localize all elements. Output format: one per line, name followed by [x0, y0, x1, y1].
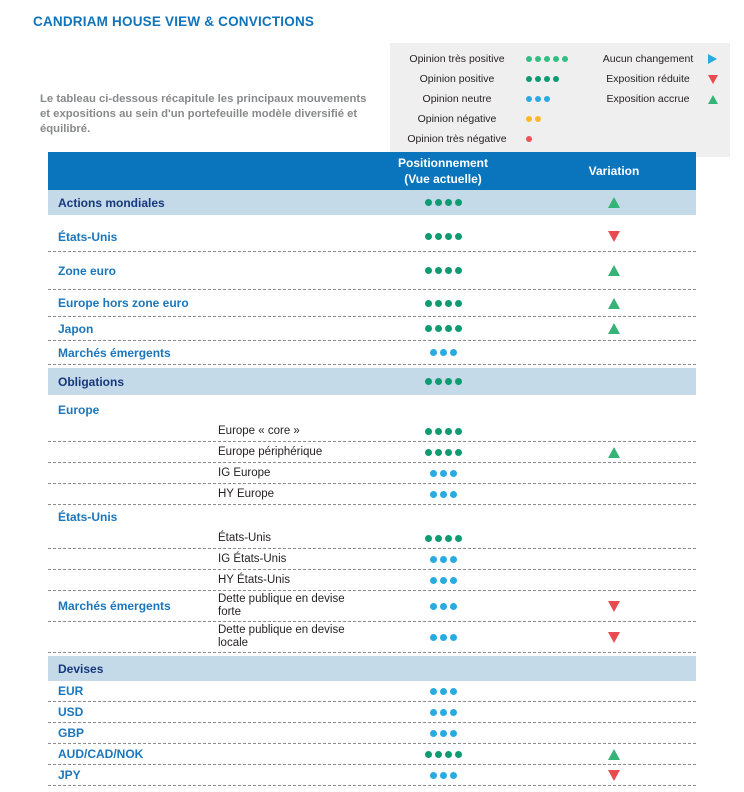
- opinion-dot-icon: [440, 634, 447, 641]
- opinion-dot-icon: [450, 470, 457, 477]
- opinion-dots: [370, 199, 516, 206]
- opinion-dots: [370, 349, 516, 356]
- up-triangle-icon: [708, 95, 718, 104]
- opinion-dots: [370, 730, 516, 737]
- opinion-dot-icon: [526, 96, 532, 102]
- opinion-dot-icon: [435, 233, 442, 240]
- up-triangle-icon: [608, 298, 620, 309]
- table-row: [48, 744, 696, 765]
- opinion-dot-icon: [440, 603, 447, 610]
- opinion-dot-icon: [430, 772, 437, 779]
- opinion-dot-icon: [455, 300, 462, 307]
- legend-label: Aucun changement: [602, 53, 694, 65]
- row-label: Obligations: [58, 374, 124, 389]
- row-label: USD: [58, 705, 84, 719]
- row-sublabel: IG Europe: [218, 466, 271, 479]
- row-label: Actions mondiales: [58, 195, 165, 210]
- opinion-dot-icon: [455, 199, 462, 206]
- row-label: EUR: [58, 684, 84, 698]
- down-triangle-icon: [608, 231, 620, 242]
- table-row: [48, 656, 696, 681]
- legend-item: [594, 69, 724, 89]
- opinion-dots: [370, 688, 516, 695]
- row-label: JPY: [58, 768, 81, 782]
- opinion-dot-icon: [450, 603, 457, 610]
- legend-label: Opinion très négative: [407, 133, 507, 145]
- row-sublabel: IG États-Unis: [218, 552, 287, 565]
- variation-cell: [516, 447, 696, 458]
- opinion-dot-icon: [450, 577, 457, 584]
- opinion-dot-icon: [450, 772, 457, 779]
- row-label: Europe hors zone euro: [58, 296, 189, 310]
- table-row: [48, 398, 696, 421]
- opinion-dot-icon: [430, 709, 437, 716]
- opinion-dot-icon: [445, 199, 452, 206]
- intro-text: Le tableau ci-dessous récapitule les principaux mouvements et expositions au sein d'un portefeuille modèle diversifié et équilibré.: [40, 93, 367, 135]
- opinion-dot-icon: [425, 751, 432, 758]
- down-triangle-icon: [608, 770, 620, 781]
- opinion-dot-icon: [450, 349, 457, 356]
- opinion-dot-icon: [535, 96, 541, 102]
- row-label: Devises: [58, 661, 104, 676]
- legend-label: Exposition réduite: [606, 73, 690, 85]
- variation-cell: [516, 265, 696, 276]
- variation-symbol: [708, 54, 717, 64]
- legend-item: [394, 109, 594, 129]
- opinion-dots: [370, 634, 516, 641]
- variation-symbol: [708, 95, 718, 104]
- opinion-dots: [370, 378, 516, 385]
- opinion-dot-icon: [425, 300, 432, 307]
- opinion-dot-icon: [435, 325, 442, 332]
- opinion-dot-icon: [435, 199, 442, 206]
- opinion-dots: [526, 116, 541, 122]
- opinion-dot-icon: [455, 428, 462, 435]
- opinion-dot-icon: [455, 233, 462, 240]
- opinion-dot-icon: [440, 491, 447, 498]
- opinion-dots: [526, 56, 568, 62]
- row-sublabel: États-Unis: [218, 531, 272, 544]
- opinion-dots: [526, 96, 550, 102]
- opinion-dot-icon: [544, 76, 550, 82]
- opinion-dots: [370, 709, 516, 716]
- section-label: États-Unis: [58, 509, 118, 524]
- table-row: [48, 505, 696, 528]
- top-section: [0, 0, 744, 152]
- variation-cell: [516, 231, 696, 242]
- opinion-dots: [370, 267, 516, 274]
- opinion-dot-icon: [430, 603, 437, 610]
- table-row: [48, 252, 696, 290]
- table-row: [48, 528, 696, 549]
- opinion-dots: [526, 136, 532, 142]
- column-header-variation: Variation: [588, 164, 640, 178]
- opinion-dot-icon: [430, 634, 437, 641]
- row-label: AUD/CAD/NOK: [58, 747, 144, 761]
- opinion-dot-icon: [445, 267, 452, 274]
- opinion-dot-icon: [425, 449, 432, 456]
- opinion-dots: [370, 535, 516, 542]
- row-label: GBP: [58, 726, 85, 740]
- opinion-dot-icon: [435, 300, 442, 307]
- table-row: [48, 368, 696, 395]
- variation-symbol: [708, 75, 718, 84]
- opinion-dot-icon: [544, 56, 550, 62]
- opinion-dots: [370, 491, 516, 498]
- opinion-dot-icon: [425, 267, 432, 274]
- opinion-dots: [370, 603, 516, 610]
- opinion-dot-icon: [430, 577, 437, 584]
- table-row: [48, 765, 696, 786]
- opinion-dot-icon: [455, 378, 462, 385]
- legend-label: Opinion positive: [419, 73, 495, 85]
- variation-cell: [516, 298, 696, 309]
- opinion-dot-icon: [445, 378, 452, 385]
- opinion-dot-icon: [440, 556, 447, 563]
- variation-cell: [516, 749, 696, 760]
- table-row: [48, 222, 696, 252]
- opinion-dots: [370, 428, 516, 435]
- table-row: [48, 290, 696, 317]
- opinion-dot-icon: [425, 428, 432, 435]
- up-triangle-icon: [608, 323, 620, 334]
- opinion-dot-icon: [535, 56, 541, 62]
- opinion-dot-icon: [425, 535, 432, 542]
- opinion-dots: [370, 772, 516, 779]
- legend-item: [394, 49, 594, 69]
- opinion-dot-icon: [440, 349, 447, 356]
- opinion-dot-icon: [440, 772, 447, 779]
- section-label: Marchés émergents: [58, 599, 171, 613]
- row-sublabel: Dette publique en devise locale: [218, 624, 345, 649]
- opinion-dot-icon: [544, 96, 550, 102]
- row-sublabel: Europe « core »: [218, 424, 300, 437]
- opinion-dots: [370, 470, 516, 477]
- opinion-dot-icon: [553, 56, 559, 62]
- opinion-dot-icon: [425, 325, 432, 332]
- variation-cell: [516, 632, 696, 643]
- opinion-dot-icon: [526, 56, 532, 62]
- table-row: [48, 622, 696, 653]
- opinion-dot-icon: [440, 688, 447, 695]
- legend-item: [394, 129, 594, 149]
- opinion-dots: [526, 76, 559, 82]
- opinion-dot-icon: [430, 349, 437, 356]
- opinion-dot-icon: [526, 136, 532, 142]
- down-triangle-icon: [608, 601, 620, 612]
- opinion-dots: [370, 300, 516, 307]
- legend-item: [394, 89, 594, 109]
- opinion-dot-icon: [440, 730, 447, 737]
- table-row: [48, 591, 696, 622]
- row-label: Japon: [58, 321, 94, 336]
- row-sublabel: HY Europe: [218, 487, 275, 500]
- opinion-dot-icon: [535, 116, 541, 122]
- opinion-dot-icon: [445, 300, 452, 307]
- opinion-dot-icon: [445, 325, 452, 332]
- opinion-dots: [370, 233, 516, 240]
- up-triangle-icon: [608, 749, 620, 760]
- opinion-dot-icon: [430, 730, 437, 737]
- table-row: [48, 681, 696, 702]
- table-row: [48, 723, 696, 744]
- opinion-dot-icon: [445, 428, 452, 435]
- opinion-dot-icon: [425, 199, 432, 206]
- variation-cell: [516, 770, 696, 781]
- opinion-dot-icon: [445, 535, 452, 542]
- opinion-dot-icon: [440, 577, 447, 584]
- opinion-dot-icon: [450, 688, 457, 695]
- opinion-dot-icon: [526, 116, 532, 122]
- opinion-dot-icon: [430, 688, 437, 695]
- table-row: [48, 421, 696, 442]
- up-triangle-icon: [608, 447, 620, 458]
- opinion-dot-icon: [455, 325, 462, 332]
- opinion-dot-icon: [435, 535, 442, 542]
- legend-label: Opinion neutre: [422, 93, 492, 105]
- opinion-dots: [370, 751, 516, 758]
- row-label: Marchés émergents: [58, 345, 171, 360]
- opinion-dot-icon: [455, 449, 462, 456]
- table-row: [48, 570, 696, 591]
- legend-opinions: [394, 49, 594, 149]
- opinion-dot-icon: [430, 556, 437, 563]
- opinion-dot-icon: [435, 378, 442, 385]
- opinion-dot-icon: [435, 267, 442, 274]
- opinion-dot-icon: [435, 449, 442, 456]
- opinion-dot-icon: [562, 56, 568, 62]
- legend-label: Opinion négative: [417, 113, 497, 125]
- opinion-dot-icon: [450, 730, 457, 737]
- opinion-dot-icon: [535, 76, 541, 82]
- opinion-dot-icon: [430, 470, 437, 477]
- down-triangle-icon: [608, 632, 620, 643]
- up-triangle-icon: [608, 265, 620, 276]
- row-label: Zone euro: [58, 263, 117, 278]
- opinion-dot-icon: [425, 378, 432, 385]
- column-header-positioning: Positionnement (Vue actuelle): [397, 156, 488, 186]
- page-title: CANDRIAM HOUSE VIEW & CONVICTIONS: [33, 14, 315, 29]
- opinion-dot-icon: [430, 491, 437, 498]
- table-row: [48, 341, 696, 365]
- opinion-dot-icon: [526, 76, 532, 82]
- convictions-table: [48, 152, 696, 786]
- legend: [390, 43, 730, 157]
- opinion-dot-icon: [455, 751, 462, 758]
- variation-cell: [516, 323, 696, 334]
- opinion-dot-icon: [450, 491, 457, 498]
- opinion-dot-icon: [450, 556, 457, 563]
- legend-variations: [594, 49, 724, 149]
- table-row: [48, 549, 696, 570]
- opinion-dot-icon: [553, 76, 559, 82]
- row-sublabel: HY États-Unis: [218, 573, 291, 586]
- table-row: [48, 702, 696, 723]
- opinion-dot-icon: [445, 751, 452, 758]
- table-row: [48, 190, 696, 215]
- legend-item: [594, 89, 724, 109]
- opinion-dot-icon: [440, 470, 447, 477]
- opinion-dot-icon: [445, 233, 452, 240]
- opinion-dots: [370, 577, 516, 584]
- row-sublabel: Europe périphérique: [218, 445, 323, 458]
- opinion-dot-icon: [445, 449, 452, 456]
- opinion-dots: [370, 556, 516, 563]
- table-row: [48, 317, 696, 341]
- opinion-dot-icon: [450, 709, 457, 716]
- opinion-dot-icon: [440, 709, 447, 716]
- legend-label: Exposition accrue: [606, 93, 690, 105]
- opinion-dot-icon: [455, 267, 462, 274]
- table-row: [48, 463, 696, 484]
- up-triangle-icon: [608, 197, 620, 208]
- opinion-dot-icon: [435, 751, 442, 758]
- variation-cell: [516, 197, 696, 208]
- down-triangle-icon: [708, 75, 718, 84]
- table-row: [48, 442, 696, 463]
- variation-cell: [516, 601, 696, 612]
- legend-item: [394, 69, 594, 89]
- table-row: [48, 484, 696, 505]
- legend-item: [594, 49, 724, 69]
- opinion-dot-icon: [435, 428, 442, 435]
- opinion-dot-icon: [425, 233, 432, 240]
- opinion-dots: [370, 325, 516, 332]
- legend-label: Opinion très positive: [409, 53, 505, 65]
- section-label: Europe: [58, 402, 100, 417]
- row-sublabel: Dette publique en devise forte: [218, 593, 345, 618]
- right-triangle-icon: [708, 54, 717, 64]
- row-label: États-Unis: [58, 229, 118, 244]
- table-header: [48, 152, 696, 190]
- opinion-dot-icon: [450, 634, 457, 641]
- opinion-dots: [370, 449, 516, 456]
- opinion-dot-icon: [455, 535, 462, 542]
